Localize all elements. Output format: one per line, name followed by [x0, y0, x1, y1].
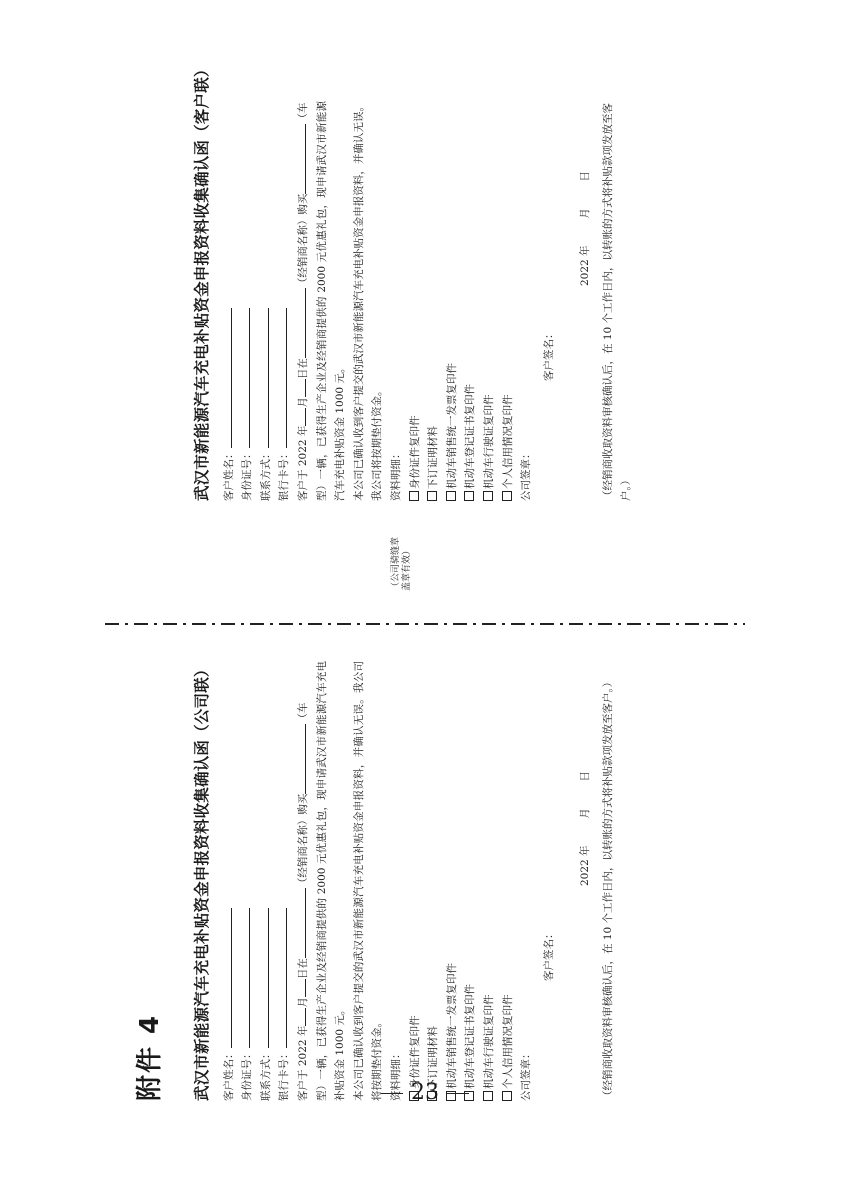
- material-item[interactable]: 个人信用情况复印件: [499, 101, 518, 501]
- field-contact[interactable]: 联系方式：: [257, 101, 276, 501]
- model-blank[interactable]: [294, 724, 306, 794]
- company-form-title: 武汉市新能源汽车充电补贴资金申报资料收集确认函（公司联）: [193, 661, 211, 1101]
- material-item[interactable]: 机动车销售统一发票复印件: [443, 661, 462, 1101]
- perforation-line: [105, 623, 745, 625]
- customer-copy-form: [193, 61, 636, 501]
- company-copy-form: [193, 661, 617, 1101]
- material-item[interactable]: 机动车行驶证复印件: [480, 661, 499, 1101]
- checkbox[interactable]: [483, 491, 493, 501]
- checkbox[interactable]: [464, 491, 474, 501]
- materials-header: 资料明细：: [389, 1048, 402, 1101]
- paragraph-confirm: 本公司已确认收到客户提交的武汉市新能源汽车充电补贴资金申报资料，并确认无误。我公司将按期垫付资金。: [352, 661, 384, 1101]
- material-item[interactable]: 机动车行驶证复印件: [480, 101, 499, 501]
- field-contact[interactable]: 联系方式：: [257, 661, 276, 1101]
- date-line: 2022 年 月 日: [579, 771, 592, 886]
- seal-note: （公司骑缝章盖章有效）: [391, 536, 412, 591]
- material-item[interactable]: 机动车登记证书复印件: [461, 661, 480, 1101]
- rotated-content: [105, 61, 745, 1101]
- customer-form-title: 武汉市新能源汽车充电补贴资金申报资料收集确认函（客户联）: [193, 61, 211, 501]
- day-blank[interactable]: [294, 379, 306, 397]
- day-blank[interactable]: [294, 979, 306, 997]
- material-item[interactable]: 下订证明材料: [424, 661, 443, 1101]
- materials-header: 资料明细：: [389, 448, 402, 501]
- model-blank[interactable]: [294, 124, 306, 194]
- company-seal-label: 公司签章：: [520, 448, 533, 501]
- field-id-number[interactable]: 身份证号：: [238, 101, 257, 501]
- field-customer-name[interactable]: 客户姓名：: [220, 101, 239, 501]
- paragraph-subsidy: 型）一辆，已获得生产企业及经销商提供的 2000 元优惠礼包，现申请武汉市新能源汽车充电补贴资金 1000 元。: [315, 101, 347, 501]
- company-seal-label: 公司签章：: [520, 1048, 533, 1101]
- attachment-label: 附件 4: [135, 1013, 165, 1101]
- material-item[interactable]: 机动车销售统一发票复印件: [443, 101, 462, 501]
- material-item[interactable]: 机动车登记证书复印件: [461, 101, 480, 501]
- checkbox[interactable]: [446, 491, 456, 501]
- material-item[interactable]: 下订证明材料: [424, 101, 443, 501]
- paragraph-subsidy: 型）一辆，已获得生产企业及经销商提供的 2000 元优惠礼包，现申请武汉市新能源汽车充电补贴资金 1000 元。: [315, 661, 347, 1101]
- material-item[interactable]: 身份证件复印件: [406, 661, 425, 1101]
- purchase-line: 客户于 2022 年月日在（经销商名称）购买（车: [294, 101, 313, 501]
- field-bank-card[interactable]: 银行卡号：: [275, 101, 294, 501]
- field-customer-name[interactable]: 客户姓名：: [220, 661, 239, 1101]
- page-number: 23: [0, 1080, 850, 1105]
- field-bank-card[interactable]: 银行卡号：: [275, 661, 294, 1101]
- checkbox[interactable]: [427, 491, 437, 501]
- footnote: （经销商收取资料审核确认后，在 10 个工作日内，以转账的方式将补贴款项发放至客户。）: [601, 676, 614, 1101]
- checkbox[interactable]: [409, 491, 419, 501]
- purchase-line: 客户于 2022 年月日在（经销商名称）购买（车: [294, 661, 313, 1101]
- material-item[interactable]: 身份证件复印件: [406, 101, 425, 501]
- month-blank[interactable]: [294, 408, 306, 426]
- field-id-number[interactable]: 身份证号：: [238, 661, 257, 1101]
- material-item[interactable]: 个人信用情况复印件: [499, 661, 518, 1101]
- dealer-blank[interactable]: [294, 888, 306, 958]
- footnote: （经销商收取资料审核确认后，在 10 个工作日内，以转账的方式将补贴款项发放至客户。）: [601, 102, 633, 501]
- customer-signature-label: 客户签名：: [542, 328, 555, 381]
- checkbox[interactable]: [502, 491, 512, 501]
- date-line: 2022 年 月 日: [579, 171, 592, 286]
- dealer-blank[interactable]: [294, 288, 306, 358]
- paragraph-confirm: 本公司已确认收到客户提交的武汉市新能源汽车充电补贴资金申报资料，并确认无误。我公司将按期垫付资金。: [352, 101, 384, 501]
- month-blank[interactable]: [294, 1008, 306, 1026]
- customer-signature-label: 客户签名：: [542, 928, 555, 981]
